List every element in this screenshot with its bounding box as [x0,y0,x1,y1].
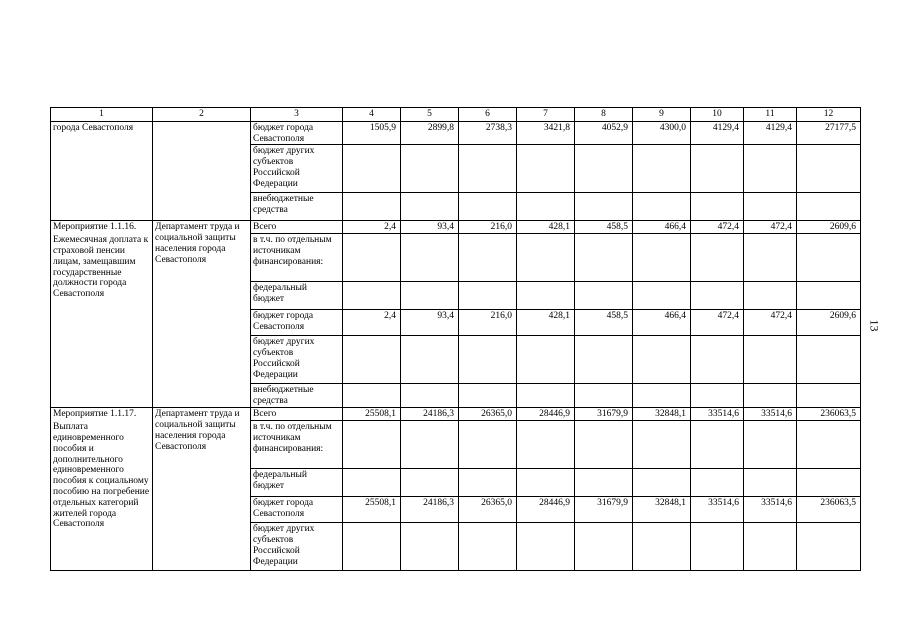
value-cell [633,336,691,384]
header-cell-6: 6 [459,108,517,122]
value-cell: 2609,6 [797,310,861,336]
value-cell: 3421,8 [517,121,575,145]
funding-source-cell: в т.ч. по отдельным источникам финансирования: [251,421,343,469]
value-cell: 458,5 [575,221,633,234]
value-cell [401,384,459,408]
value-cell [691,234,744,282]
value-cell [633,421,691,469]
value-cell [343,234,401,282]
value-cell [691,282,744,310]
value-cell: 236063,5 [797,408,861,421]
value-cell [343,421,401,469]
value-cell: 2609,6 [797,221,861,234]
value-cell: 33514,6 [744,408,797,421]
value-cell [517,523,575,571]
value-cell [691,336,744,384]
executor-cell [153,121,251,221]
value-cell: 93,4 [401,221,459,234]
value-cell [401,145,459,193]
value-cell [517,282,575,310]
value-cell [459,336,517,384]
value-cell [691,469,744,497]
value-cell [797,523,861,571]
value-cell [343,384,401,408]
value-cell [797,282,861,310]
value-cell [691,145,744,193]
executor-cell: Департамент труда и социальной защиты населения города Севастополя [153,408,251,571]
value-cell [744,469,797,497]
value-cell: 93,4 [401,310,459,336]
value-cell [575,282,633,310]
funding-source-cell: бюджет города Севастополя [251,121,343,145]
value-cell [517,234,575,282]
value-cell [744,145,797,193]
value-cell: 31679,9 [575,408,633,421]
funding-source-cell: бюджет города Севастополя [251,497,343,523]
funding-source-cell: бюджет других субъектов Российской Федерации [251,336,343,384]
value-cell [459,523,517,571]
value-cell: 4129,4 [744,121,797,145]
funding-source-cell: федеральный бюджет [251,282,343,310]
value-cell [459,421,517,469]
value-cell: 28446,9 [517,497,575,523]
value-cell: 2899,8 [401,121,459,145]
value-cell: 24186,3 [401,408,459,421]
value-cell [797,384,861,408]
funding-table [50,107,861,571]
measure-description: Выплата единовременного пособия и дополнительного единовременного пособия к социальному пособию на погребение отдельных категорий жителей города Севастополя [53,422,150,530]
value-cell: 25508,1 [343,408,401,421]
value-cell [343,282,401,310]
value-cell: 472,4 [691,221,744,234]
table-row [51,408,861,421]
measure-cell [51,408,153,571]
value-cell: 33514,6 [744,497,797,523]
value-cell [633,234,691,282]
value-cell [459,193,517,221]
header-cell-4: 4 [343,108,401,122]
value-cell [575,469,633,497]
funding-source-cell: федеральный бюджет [251,469,343,497]
value-cell [459,234,517,282]
value-cell: 31679,9 [575,497,633,523]
value-cell [575,384,633,408]
value-cell [797,421,861,469]
header-cell-8: 8 [575,108,633,122]
value-cell [517,384,575,408]
value-cell: 1505,9 [343,121,401,145]
table-row [51,121,861,145]
header-cell-3: 3 [251,108,343,122]
value-cell: 4052,9 [575,121,633,145]
value-cell [691,421,744,469]
funding-source-cell: бюджет других субъектов Российской Федерации [251,523,343,571]
value-cell [401,469,459,497]
value-cell [575,234,633,282]
value-cell [517,336,575,384]
value-cell [343,193,401,221]
value-cell [459,384,517,408]
value-cell: 458,5 [575,310,633,336]
value-cell [744,234,797,282]
value-cell: 33514,6 [691,497,744,523]
value-cell [744,193,797,221]
value-cell: 4129,4 [691,121,744,145]
value-cell: 32848,1 [633,408,691,421]
header-cell-1: 1 [51,108,153,122]
measure-name-cell: города Севастополя [51,121,153,221]
funding-source-cell: Всего [251,408,343,421]
value-cell [633,193,691,221]
value-cell: 4300,0 [633,121,691,145]
page-number: 13 [867,319,882,332]
value-cell [633,469,691,497]
value-cell [744,421,797,469]
funding-source-cell: в т.ч. по отдельным источникам финансирования: [251,234,343,282]
value-cell: 25508,1 [343,497,401,523]
value-cell [744,523,797,571]
value-cell: 27177,5 [797,121,861,145]
value-cell: 26365,0 [459,408,517,421]
value-cell: 33514,6 [691,408,744,421]
value-cell: 216,0 [459,221,517,234]
value-cell [459,282,517,310]
header-cell-5: 5 [401,108,459,122]
header-row [51,108,861,122]
value-cell [343,469,401,497]
header-cell-2: 2 [153,108,251,122]
table-row [51,221,861,234]
measure-name: Мероприятие 1.1.17. [53,409,137,420]
header-cell-11: 11 [744,108,797,122]
funding-source-cell: бюджет города Севастополя [251,310,343,336]
value-cell [401,336,459,384]
value-cell [343,523,401,571]
value-cell [343,336,401,384]
value-cell [797,469,861,497]
value-cell [797,234,861,282]
value-cell [744,336,797,384]
value-cell: 28446,9 [517,408,575,421]
funding-source-cell: бюджет других субъектов Российской Федерации [251,145,343,193]
value-cell: 216,0 [459,310,517,336]
value-cell [343,145,401,193]
header-cell-7: 7 [517,108,575,122]
funding-source-cell: внебюджетные средства [251,193,343,221]
value-cell [744,384,797,408]
value-cell: 428,1 [517,221,575,234]
measure-cell [51,221,153,408]
value-cell [575,421,633,469]
header-cell-12: 12 [797,108,861,122]
value-cell [691,384,744,408]
value-cell [575,193,633,221]
value-cell: 24186,3 [401,497,459,523]
value-cell: 466,4 [633,221,691,234]
value-cell [633,282,691,310]
value-cell: 32848,1 [633,497,691,523]
value-cell [401,234,459,282]
value-cell: 26365,0 [459,497,517,523]
value-cell [401,421,459,469]
value-cell [517,469,575,497]
value-cell [459,145,517,193]
value-cell [744,282,797,310]
value-cell [633,523,691,571]
value-cell [633,145,691,193]
value-cell [575,336,633,384]
value-cell: 428,1 [517,310,575,336]
value-cell [797,336,861,384]
value-cell [401,282,459,310]
value-cell [797,145,861,193]
funding-source-cell: внебюджетные средства [251,384,343,408]
measure-name: Мероприятие 1.1.16. [53,222,137,233]
funding-source-cell: Всего [251,221,343,234]
value-cell [633,384,691,408]
value-cell: 2738,3 [459,121,517,145]
measure-description: Ежемесячная доплата к страховой пенсии лицам, замещавшим государственные должности города Севастополя [53,235,149,300]
value-cell [517,193,575,221]
value-cell: 2,4 [343,310,401,336]
value-cell [459,469,517,497]
value-cell: 472,4 [744,310,797,336]
value-cell [401,193,459,221]
value-cell: 472,4 [691,310,744,336]
value-cell [575,145,633,193]
value-cell: 236063,5 [797,497,861,523]
value-cell [797,193,861,221]
header-cell-9: 9 [633,108,691,122]
value-cell [691,523,744,571]
value-cell [691,193,744,221]
executor-cell: Департамент труда и социальной защиты населения города Севастополя [153,221,251,408]
value-cell [517,145,575,193]
value-cell [401,523,459,571]
value-cell: 2,4 [343,221,401,234]
value-cell [575,523,633,571]
value-cell: 472,4 [744,221,797,234]
header-cell-10: 10 [691,108,744,122]
value-cell [517,421,575,469]
value-cell: 466,4 [633,310,691,336]
